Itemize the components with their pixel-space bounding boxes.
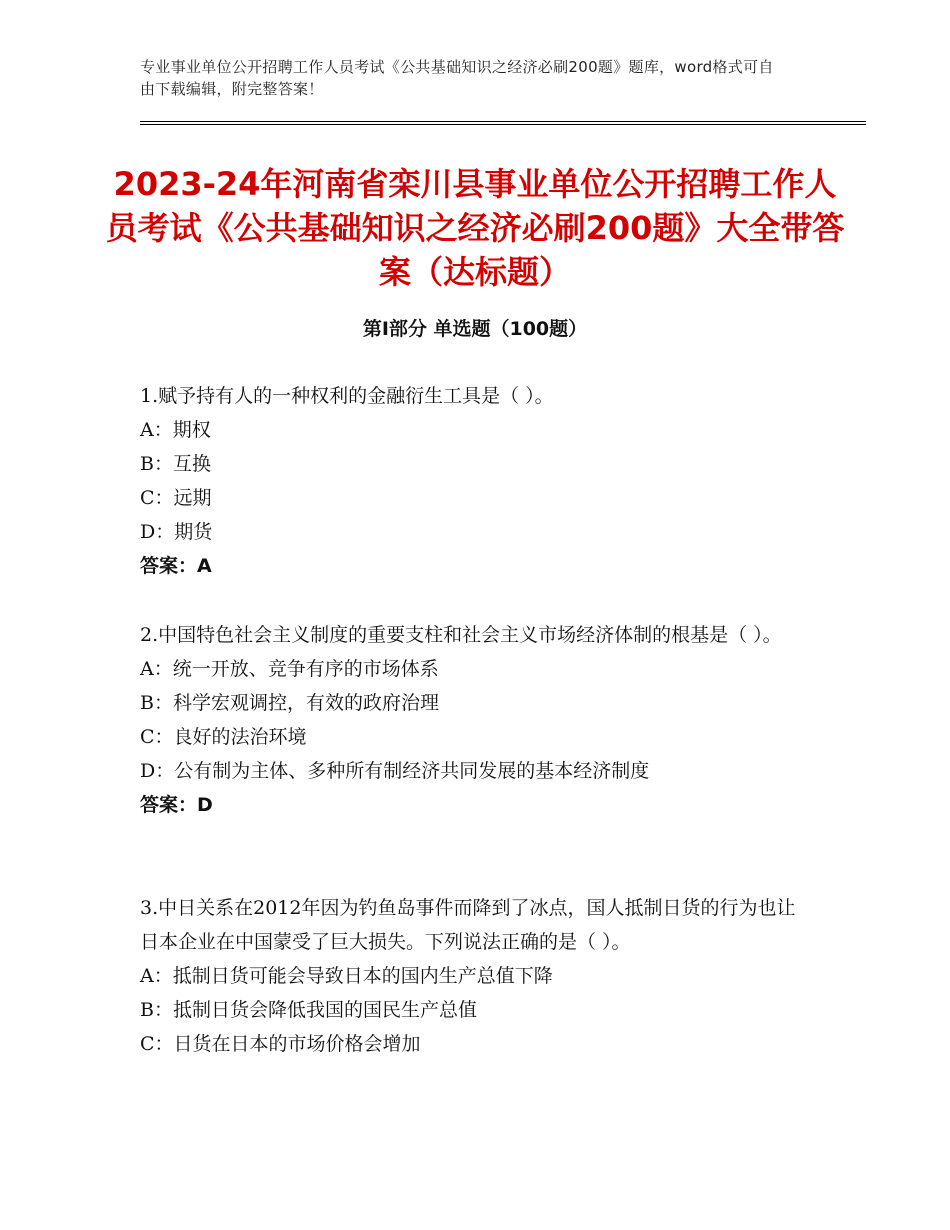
option-b: B：科学宏观调控，有效的政府治理 [140, 692, 439, 714]
question-2 [140, 618, 810, 822]
question-1 [140, 379, 810, 583]
header-rule [140, 121, 866, 122]
option-c: C：良好的法治环境 [140, 726, 307, 748]
option-a: A：抵制日货可能会导致日本的国内生产总值下降 [140, 965, 553, 987]
question-text: 3.中日关系在2012年因为钓鱼岛事件而降到了冰点，国人抵制日货的行为也让日本企业在中国蒙受了巨大损失。下列说法正确的是（ ）。 [140, 897, 796, 953]
option-c: C：远期 [140, 487, 212, 509]
question-text: 2.中国特色社会主义制度的重要支柱和社会主义市场经济体制的根基是（ ）。 [140, 624, 782, 646]
question-3 [140, 891, 810, 1061]
option-b: B：抵制日货会降低我国的国民生产总值 [140, 999, 477, 1021]
option-d: D：公有制为主体、多种所有制经济共同发展的基本经济制度 [140, 760, 650, 782]
section-heading: 第Ⅰ部分 单选题（100题） [362, 318, 588, 340]
option-d: D：期货 [140, 521, 213, 543]
option-a: A：统一开放、竞争有序的市场体系 [140, 658, 439, 680]
answer-label: 答案：A [140, 555, 212, 577]
question-text: 1.赋予持有人的一种权利的金融衍生工具是（ ）。 [140, 385, 554, 407]
option-a: A：期权 [140, 419, 211, 441]
document-title: 2023-24年河南省栾川县事业单位公开招聘工作人员考试《公共基础知识之经济必刷200题》大全带答案（达标题） [105, 165, 845, 291]
option-c: C：日货在日本的市场价格会增加 [140, 1033, 421, 1055]
option-b: B：互换 [140, 453, 211, 475]
header-note: 专业事业单位公开招聘工作人员考试《公共基础知识之经济必刷200题》题库，word格式可自由下载编辑，附完整答案！ [140, 58, 774, 98]
answer-label: 答案：D [140, 794, 213, 816]
header-rule-secondary [140, 124, 866, 125]
